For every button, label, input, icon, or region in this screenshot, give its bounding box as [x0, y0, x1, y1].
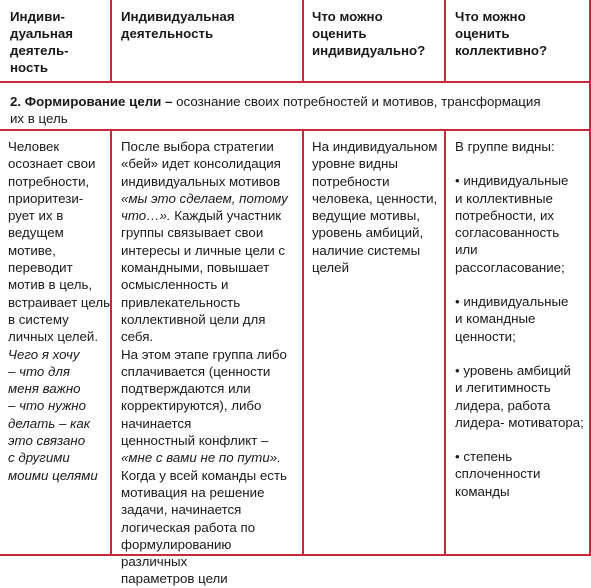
col2-line: осмысленность и — [121, 277, 229, 293]
col3-line: потребности — [312, 173, 390, 189]
col3-line: ведущие мотивы, — [312, 208, 420, 224]
col1-line: потребности, — [8, 173, 90, 189]
col1-line: ведущем — [8, 225, 64, 241]
col4-bullet-line: согласованность — [455, 225, 560, 241]
header-col1-line: деятель- — [10, 43, 69, 58]
col1-italic-line: делать – как — [8, 415, 91, 431]
col2-line: Каждый участник — [170, 208, 282, 224]
header-col1-line: Индиви- — [10, 9, 65, 24]
col3-line: уровне видны — [312, 156, 398, 172]
body-col2 — [121, 138, 301, 588]
col3-line: уровень амбиций, — [312, 225, 424, 241]
col2-line: индивидуальных мотивов — [121, 173, 281, 189]
col4-bullet-line: команды — [455, 483, 510, 499]
col2-line: подтверждаются или — [121, 381, 251, 397]
col4-bullet-line: • уровень амбиций — [455, 362, 571, 378]
col2-line: логическая работа по — [121, 519, 256, 535]
col2-line: группы связывает свои — [121, 225, 264, 241]
header-col4-line: Что можно — [455, 9, 526, 24]
col1-line: мотиве, — [8, 242, 56, 258]
col1-italic-line: – что для — [8, 363, 70, 379]
col2-line: Когда у всей команды есть — [121, 467, 287, 483]
col4-bullet-line: • индивидуальные — [455, 294, 569, 310]
col1-line: встраивает цель — [8, 294, 111, 310]
col2-line: мотивация на решение — [121, 484, 265, 500]
col2-line: командными, повышает — [121, 260, 270, 276]
col4-bullet — [455, 172, 588, 276]
col4-bullet-line: лидера, работа — [455, 397, 551, 413]
table-border-left-col1 — [110, 0, 112, 83]
col3-line: человека, ценности, — [312, 190, 438, 206]
body-col1 — [8, 138, 112, 484]
col1-line: личных целей. — [8, 329, 99, 345]
header-col3-line: Что можно — [312, 9, 383, 24]
header-col3 — [312, 8, 442, 59]
col2-line: интересы и личные цели с — [121, 242, 285, 258]
col3-line: целей — [312, 260, 350, 276]
col2-line: задачи, начинается — [121, 502, 242, 518]
col1-italic-line: с другими — [8, 450, 70, 466]
col2-italic-line: «мне с вами не по пути». — [121, 450, 281, 466]
col2-line: коллективной цели для себя. — [121, 311, 266, 345]
col2-line: корректируются), либо — [121, 398, 262, 414]
col2-line: привлекательность — [121, 294, 241, 310]
table-border-col3 — [444, 0, 446, 83]
header-col2-line: Индивидуальная — [121, 9, 235, 24]
header-col4 — [455, 8, 585, 59]
header-col1 — [10, 8, 108, 76]
col1-italic-line: моими целями — [8, 467, 98, 483]
col4-bullet-line: рассогласование; — [455, 259, 565, 275]
body-col3 — [312, 138, 442, 276]
table-border-col2 — [302, 0, 304, 83]
col2-line: сплачивается (ценности — [121, 363, 271, 379]
col3-line: На индивидуальном — [312, 139, 438, 154]
header-col1-line: ность — [10, 60, 49, 75]
col1-line: переводит — [8, 260, 73, 276]
col4-bullet-line: • степень — [455, 449, 513, 465]
col4-intro: В группе видны: — [455, 139, 555, 154]
section-title: 2. Формирование цели – — [10, 94, 173, 109]
col4-bullet-line: • индивидуальные — [455, 173, 569, 189]
col4-bullet-line: лидера- мотиватора; — [455, 414, 584, 430]
col4-bullet-line: потребности, их — [455, 207, 555, 223]
col1-italic-line: – что нужно — [8, 398, 86, 414]
col4-bullet-line: или — [455, 242, 478, 258]
table-border-col3-body — [444, 131, 446, 556]
header-col1-line: дуальная — [10, 26, 74, 41]
table-border-section-bottom — [0, 129, 591, 131]
col1-line: мотив в цель, — [8, 277, 93, 293]
col1-italic-line: Чего я хочу — [8, 346, 80, 362]
body-col4 — [455, 138, 588, 517]
col4-bullet-line: сплоченности — [455, 466, 541, 482]
header-col4-line: оценить — [455, 26, 510, 41]
col2-line: После выбора стратегии — [121, 139, 274, 154]
col2-italic-line: что…». — [121, 208, 171, 224]
col2-line: параметров цели — [121, 571, 228, 587]
col2-line: «бей» идет консолидация — [121, 156, 281, 172]
header-col3-line: индивидуально? — [312, 43, 426, 58]
col4-bullet — [455, 362, 588, 431]
col1-italic-line: меня важно — [8, 381, 81, 397]
col2-line: формулированию различных — [121, 536, 232, 570]
col4-bullet — [455, 448, 588, 500]
col3-line: наличие системы — [312, 242, 421, 258]
col4-bullet-line: и командные — [455, 311, 536, 327]
col4-bullet — [455, 293, 588, 345]
section-heading — [10, 93, 585, 127]
col4-bullet-line: ценности; — [455, 328, 516, 344]
col4-bullet-line: и легитимность — [455, 380, 551, 396]
col2-italic-line: «мы это сделаем, потому — [121, 190, 288, 206]
col2-line: начинается — [121, 415, 192, 431]
header-col2-line: деятельность — [121, 26, 214, 41]
section-text-cont: их в цель — [10, 111, 68, 126]
table-border-col2-body — [302, 131, 304, 556]
col1-italic-line: это связано — [8, 433, 86, 449]
col1-line: приоритези- — [8, 190, 84, 206]
header-col3-line: оценить — [312, 26, 367, 41]
col1-line: рует их в — [8, 208, 64, 224]
col2-line: На этом этапе группа либо — [121, 346, 287, 362]
header-col2 — [121, 8, 299, 42]
col1-line: в систему — [8, 311, 69, 327]
col1-line: Человек — [8, 139, 60, 154]
col4-bullet-line: и коллективные — [455, 190, 553, 206]
col2-line: ценностный конфликт – — [121, 433, 269, 449]
section-text: осознание своих потребностей и мотивов, трансформация — [172, 94, 541, 109]
header-col4-line: коллективно? — [455, 43, 548, 58]
col1-line: осознает свои — [8, 156, 96, 172]
table-border-header-bottom — [0, 81, 591, 83]
